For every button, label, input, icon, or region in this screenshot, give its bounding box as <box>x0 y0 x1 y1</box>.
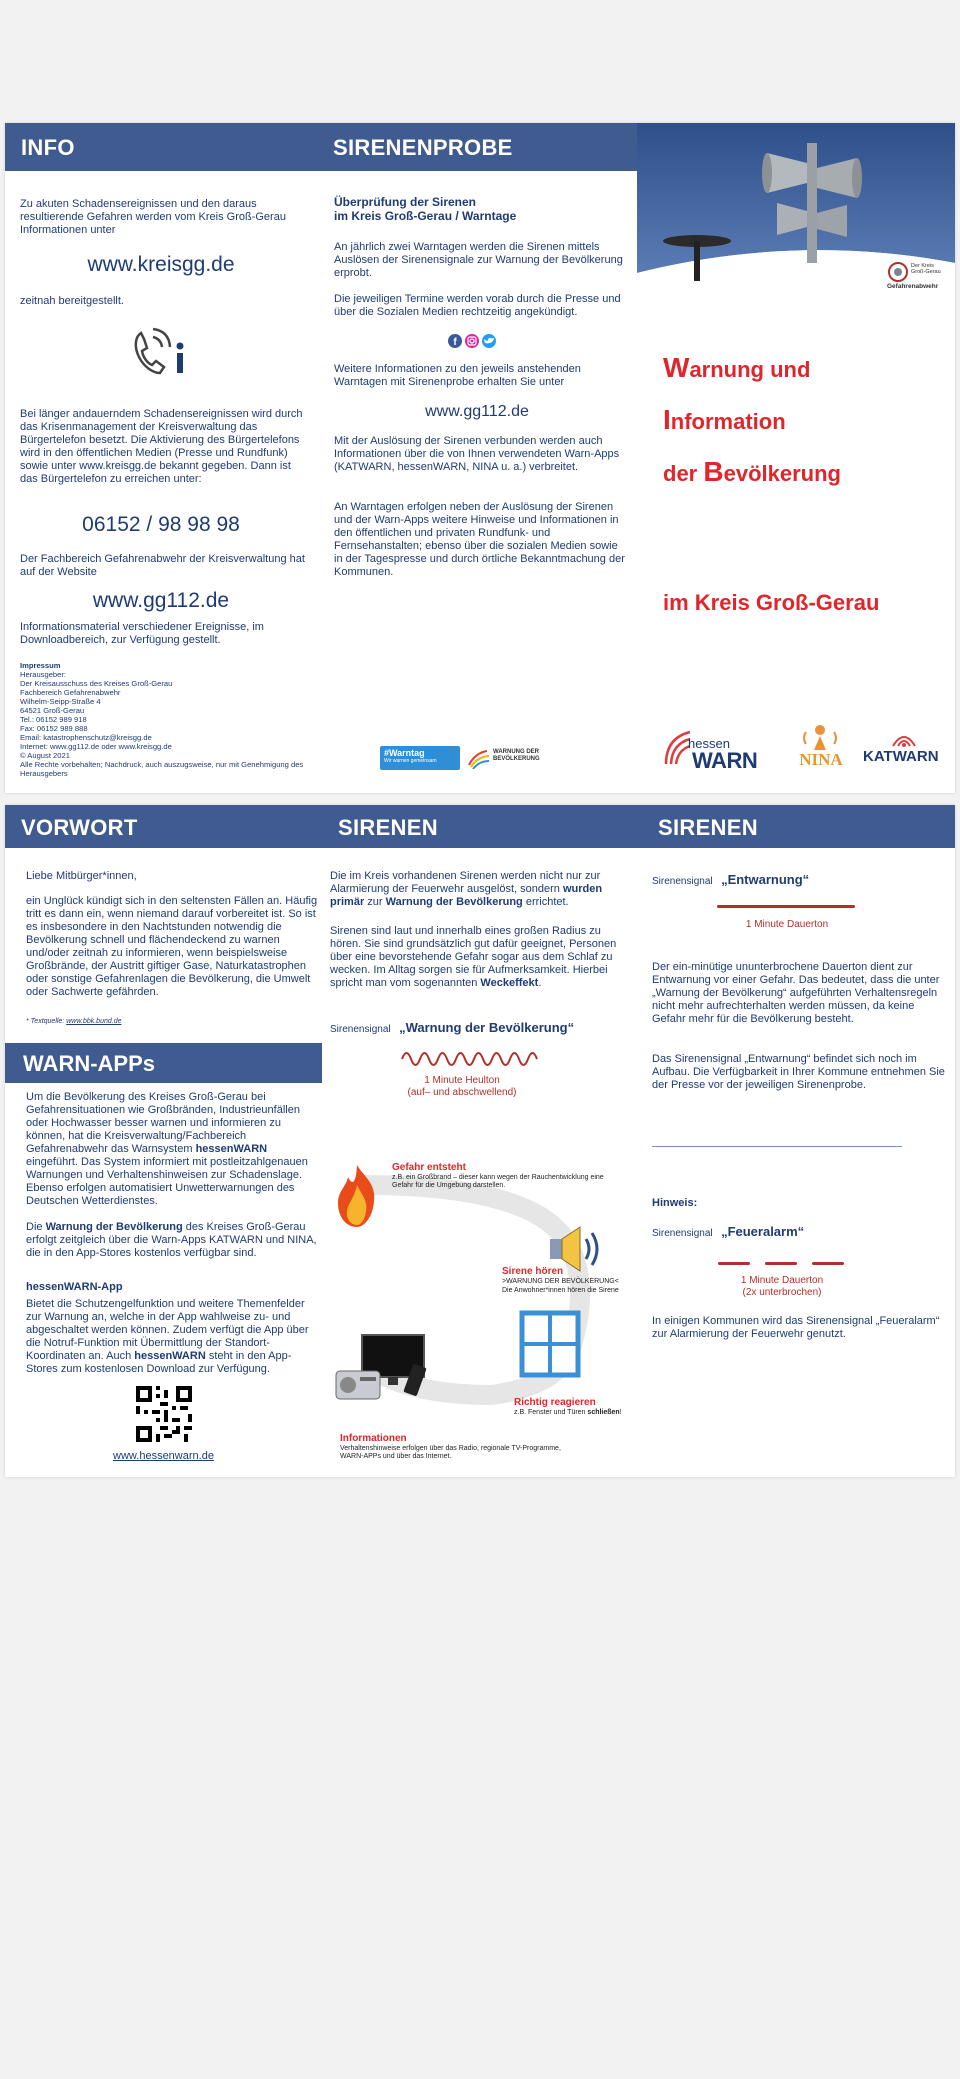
hinweis-label: Hinweis: <box>652 1197 698 1209</box>
media-devices-icon <box>332 1331 442 1411</box>
text-run: steht in den App-Stores zum kostenlosen Download zur Verfügung. <box>26 1350 292 1375</box>
signal-name: „Feueralarm“ <box>721 1224 805 1239</box>
hessenwarn-logo <box>662 726 766 772</box>
kreis-logo-text <box>911 263 951 275</box>
text-run: Bietet die Schutzengelfunktion und weitere Themenfelder zur Warnung an, welche in der App wahlweise zu- und abgeschaltet werden können. Zudem verfügt die App über die Notruf-Funktion mit Übermittlung der Standort-Koordinaten an. Auch <box>26 1298 309 1362</box>
text-run: hessenWARN <box>134 1350 206 1362</box>
step2-title: Sirene hören <box>502 1266 564 1277</box>
social-media-icons <box>447 333 507 349</box>
warnapps-p1 <box>26 1091 318 1208</box>
signal-warnung-title <box>330 1019 574 1037</box>
cover-title-text: arnung und <box>689 357 811 382</box>
sirenenprobe-panel <box>317 123 637 793</box>
warntag-badge-label: #Warntag <box>384 748 425 758</box>
text-run: . <box>538 977 542 989</box>
vorwort-source <box>26 1018 121 1025</box>
cover-title-line1 <box>663 352 811 383</box>
cover-title-text: der <box>663 461 704 486</box>
impressum-line: © August 2021 <box>20 751 70 760</box>
kreis-logo-dept: Gefahrenabwehr <box>887 283 939 290</box>
warnung-logo-icon <box>467 747 491 769</box>
text-run: z.B. Fenster und Türen <box>514 1409 588 1416</box>
text-run: wurden primär <box>330 883 603 908</box>
sirenen2-p1: Der ein-minütige ununterbrochene Dauerton dient zur Entwarnung vor einer Gefahr. Das bedeutet, dass die unter „Warnung der Bevölkerung“ aufgeführten Verhaltensregeln nicht mehr aufrechterhalten werden müssen, da keine Gefahr mehr für die Bevölkerung besteht. <box>652 961 940 1025</box>
sirenenprobe-p5: An Warntagen erfolgen neben der Auslösung der Sirenen und der Warn-Apps weitere Hinweise und Informationen in den öffentlichen und privaten Rundfunk- und Fernsehanstalten; ebenso über die sozialen Medien sowie in der Tagespresse und durch örtliche Bekanntmachung der Kommunen. <box>334 501 625 578</box>
vorwort-panel <box>5 805 322 1477</box>
text-run: Die im Kreis vorhandenen Sirenen werden nicht nur zur Alarmierung der Feuerwehr ausgelöst, sondern <box>330 870 601 895</box>
text-run: hessenWARN <box>195 1143 268 1155</box>
qr-code[interactable] <box>136 1386 192 1442</box>
wave-signal-icon <box>400 1051 540 1067</box>
sirenenprobe-p1: An jährlich zwei Warntagen werden die Sirenen mittels Auslösen der Sirenensignale zur Warnung der Bevölkerung erprobt. <box>334 241 623 279</box>
citizen-phone-number: 06152 / 98 98 98 <box>82 513 240 536</box>
step2-text <box>502 1278 642 1295</box>
bbk-link[interactable]: www.bbk.bund.de <box>66 1018 122 1025</box>
kreis-gg-logo <box>887 259 947 299</box>
katwarn-logo <box>863 730 947 770</box>
info-ready-text: zeitnah bereitgestellt. <box>20 295 124 307</box>
impressum-line: Fax: 06152 989 888 <box>20 724 88 733</box>
subtitle-line: im Kreis Groß-Gerau / Warntage <box>334 209 517 223</box>
hessenwarn-link[interactable]: www.hessenwarn.de <box>113 1450 214 1462</box>
cover-title-line2 <box>663 404 786 435</box>
impressum-line: Internet: www.gg112.de oder www.kreisgg.de <box>20 742 172 751</box>
brochure-inside-page <box>5 805 955 1477</box>
window-icon <box>518 1309 582 1379</box>
kreisgg-url[interactable]: www.kreisgg.de <box>87 253 235 276</box>
text-run: Die <box>26 1221 46 1233</box>
signal-desc-line: (auf– und abschwellend) <box>407 1087 517 1098</box>
step1-text: z.B. ein Großbrand – dieser kann wegen der Rauchentwicklung eine Gefahr für die Umgebung darstellen. <box>392 1174 604 1189</box>
phone-info-icon <box>127 323 197 381</box>
cover-initial: W <box>663 352 690 383</box>
signal-label: Sirenensignal <box>652 876 713 887</box>
cover-title-text: evölkerung <box>723 461 841 486</box>
hessenwarn-app-title: hessenWARN-App <box>26 1281 123 1293</box>
text-run: eingeführt. Das System informiert mit postleitzahlgenauen Warnungen und Verhaltenshinweisen zur Schadenslage. Ebenso erfolgen automatisiert Unwetterwarnungen des Deutschen Wetterdienstes. <box>26 1156 308 1207</box>
step4-text: Verhaltenshinweise erfolgen über das Radio, regionale TV-Programme, WARN-APPs und über das Internet. <box>340 1445 561 1460</box>
sirenen-panel-2 <box>642 805 955 1477</box>
interrupted-tone-segment <box>765 1262 797 1265</box>
signal-warnung-desc <box>322 1075 602 1099</box>
sirenen1-p1 <box>330 870 630 909</box>
warntag-badge <box>380 746 460 770</box>
warnung-logo-line: BEVÖLKERUNG <box>493 756 540 762</box>
cover-title-text: nformation <box>670 409 786 434</box>
vorwort-text: ein Unglück kündigt sich in den seltensten Fällen an. Häufig tritt es dann ein, wenn niemand darauf vorbereitet ist. So ist es insbesondere in den Nachtstunden notwendig die Bevölkerung schnell und flächendeckend zu warnen und/oder zeitnah zu informieren, wenn beispielsweise Großbrände, der Austritt giftiger Gase, Naturkatastrophen oder sonstige Gefahrenlagen die Bevölkerung, die Umwelt oder Sachwerte gefährden. <box>26 895 318 998</box>
text-run: ! <box>619 1409 622 1416</box>
vorwort-heading: VORWORT <box>5 805 322 848</box>
signal-feueralarm-title <box>652 1223 804 1241</box>
fire-icon <box>332 1163 382 1229</box>
info-citizen-phone-text: Bei länger andauerndem Schadensereignissen wird durch das Krisenmanagement der Kreisverwaltung das Bürgertelefon besetzt. Die Aktivierung des Bürgertelefons wird in den öffentlichen Medien (Presse und Rundfunk) sowie unter www.kreisgg.de bekannt gegeben. Dann ist das Bürgertelefon zu erreichen unter: <box>20 408 303 485</box>
warnapps-p3 <box>26 1298 321 1376</box>
signal-desc-line: 1 Minute Heulton <box>424 1075 500 1086</box>
warntag-badge-sub: Wir warnen gemeinsam <box>384 758 437 764</box>
cover-panel <box>637 123 955 793</box>
impressum-line: Fachbereich Gefahrenabwehr <box>20 688 121 697</box>
impressum-block <box>20 670 318 778</box>
hessenwarn-link-wrap <box>5 1450 322 1462</box>
step4-title: Informationen <box>340 1433 407 1444</box>
sirenen-heading-2: SIRENEN <box>642 805 955 848</box>
impressum-line: Herausgeber: <box>20 670 67 679</box>
text-run: zur <box>364 896 386 908</box>
impressum-line: 64521 Groß-Gerau <box>20 706 85 715</box>
katwarn-logo-text <box>863 748 939 765</box>
text-run: Sirenen sind laut und innerhalb eines großen Radius zu hören. Sie sind grundsätzlich gut dafür geeignet, Personen über eine bevorstehende Gefahr sogar aus dem Schlaf zu wecken. Im Alltag sorgen sie für Aufmerksamkeit. Hierbei spricht man vom sogenannten <box>330 925 617 989</box>
hessenwarn-logo-big: WARN <box>692 748 758 773</box>
sirenen-heading-1: SIRENEN <box>322 805 642 848</box>
nina-figure-icon <box>800 724 840 750</box>
nina-logo-text: NINA <box>799 750 843 769</box>
signal-name: „Warnung der Bevölkerung“ <box>399 1020 575 1035</box>
sirenenprobe-subtitle <box>334 195 516 223</box>
text-run: Weckeffekt <box>480 977 539 989</box>
kreis-logo-icon <box>887 261 909 283</box>
sirenenprobe-p3: Weitere Informationen zu den jeweils anstehenden Warntagen mit Sirenenprobe erhalten Sie unter <box>334 363 581 388</box>
impressum-title: Impressum <box>20 661 61 670</box>
text-run: errichtet. <box>522 896 569 908</box>
warnapps-heading: WARN-APPs <box>5 1043 322 1083</box>
sirenenprobe-p2: Die jeweiligen Termine werden vorab durch die Presse und über die Sozialen Medien rechtzeitig angekündigt. <box>334 293 621 318</box>
step2-line: >WARNUNG DER BEVÖLKERUNG< <box>502 1278 619 1285</box>
impressum-line: Tel.: 06152 989 918 <box>20 715 87 724</box>
step3-text <box>514 1409 622 1416</box>
source-label: * Textquelle: <box>26 1018 67 1025</box>
info-panel <box>5 123 317 793</box>
brochure-outside-page <box>5 123 955 793</box>
gg112-url[interactable]: www.gg112.de <box>92 589 230 612</box>
katwarn-logo-label: KATWARN <box>863 748 939 765</box>
signal-desc-line: (2x unterbrochen) <box>742 1287 822 1298</box>
step3-title: Richtig reagieren <box>514 1397 596 1408</box>
text-run: schließen <box>587 1409 620 1416</box>
text-run: Warnung der Bevölkerung <box>385 896 523 908</box>
step1-title: Gefahr entsteht <box>392 1162 466 1173</box>
signal-desc-line: 1 Minute Dauerton <box>740 1275 824 1286</box>
info-intro-text: Zu akuten Schadensereignissen und den daraus resultierende Gefahren werden vom Kreis Groß-Gerau Informationen unter <box>20 198 286 236</box>
text-run: Um die Bevölkerung des Kreises Groß-Gerau bei Gefahrensituationen wie Großbränden, Industrieunfällen oder Hochwasser besser warnen und informieren zu können, hat die Kreisverwaltung/Fachbereich Gefahrenabwehr das Warnsystem <box>26 1091 300 1155</box>
info-heading: INFO <box>5 123 317 171</box>
sirenenprobe-p4: Mit der Auslösung der Sirenen verbunden werden auch Informationen über die von Ihnen verwendeten Warn-Apps (KATWARN, hessenWARN, NINA u. a.) verbreitet. <box>334 435 620 473</box>
signal-label: Sirenensignal <box>652 1228 713 1239</box>
info-website-text: Der Fachbereich Gefahrenabwehr der Kreisverwaltung hat auf der Website <box>20 553 305 578</box>
kreis-logo-line: Der Kreis <box>911 263 934 269</box>
impressum-line: Der Kreisausschuss des Kreises Groß-Gerau <box>20 679 173 688</box>
nina-logo <box>792 724 850 774</box>
kreis-logo-line: Groß-Gerau <box>911 269 941 275</box>
divider <box>652 1146 902 1147</box>
impressum-line: Alle Rechte vorbehalten; Nachdruck, auch auszugsweise, nur mit Genehmigung des Herausgebers <box>20 760 304 778</box>
sirenenprobe-url[interactable]: www.gg112.de <box>425 403 529 420</box>
signal-entwarnung-title <box>652 871 809 889</box>
cover-initial: B <box>703 456 724 487</box>
signal-feueralarm-desc <box>642 1275 922 1299</box>
text-run: Warnung der Bevölkerung <box>45 1221 183 1233</box>
impressum-line: Wilhelm-Seipp-Straße 4 <box>20 697 101 706</box>
signal-entwarnung-desc: 1 Minute Dauerton <box>745 919 829 930</box>
sirenen2-p2: Das Sirenensignal „Entwarnung“ befindet sich noch im Aufbau. Die Verfügbarkeit in Ihrer Kommune entnehmen Sie der Presse vor der jeweiligen Sirenenprobe. <box>652 1053 945 1091</box>
vorwort-greeting: Liebe Mitbürger*innen, <box>26 870 137 882</box>
sirenen2-p3: In einigen Kommunen wird das Sirenensignal „Feueralarm“ zur Alarmierung der Feuerwehr genutzt. <box>652 1315 940 1340</box>
interrupted-tone-segment <box>718 1262 750 1265</box>
impressum-line: Email: katastrophenschutz@kreisgg.de <box>20 733 152 742</box>
text-run: des Kreises Groß-Gerau erfolgt zeitgleich über die Warn-Apps KATWARN und NINA, die in den App-Stores kostenlos verfügbar sind. <box>26 1221 317 1259</box>
interrupted-tone-segment <box>812 1262 844 1265</box>
svg-text:f: f <box>453 337 457 348</box>
subtitle-line: Überprüfung der Sirenen <box>334 195 477 209</box>
continuous-tone-line <box>717 905 855 908</box>
sirenen1-p2 <box>330 925 630 990</box>
sirenen-panel-1 <box>322 805 642 1477</box>
step2-line: Die Anwohner*innen hören die Sirene <box>502 1286 619 1294</box>
info-download-text: Informationsmaterial verschiedener Ereignisse, im Downloadbereich, zur Verfügung gestellt. <box>20 621 264 646</box>
cover-subtitle: im Kreis Groß-Gerau <box>663 590 880 615</box>
cover-title-line3 <box>663 456 841 487</box>
hessenwarn-logo-small: hessen <box>688 736 730 751</box>
signal-name: „Entwarnung“ <box>721 872 810 887</box>
cover-initial: I <box>663 404 671 435</box>
warnapps-p2 <box>26 1221 318 1260</box>
sirenenprobe-heading: SIRENENPROBE <box>317 123 637 171</box>
instagram-icon <box>465 334 479 348</box>
katwarn-wave-icon <box>889 730 919 748</box>
warnung-logo-text <box>493 749 540 763</box>
warnung-logo-line: WARNUNG DER <box>493 749 539 755</box>
signal-label: Sirenensignal <box>330 1024 391 1035</box>
